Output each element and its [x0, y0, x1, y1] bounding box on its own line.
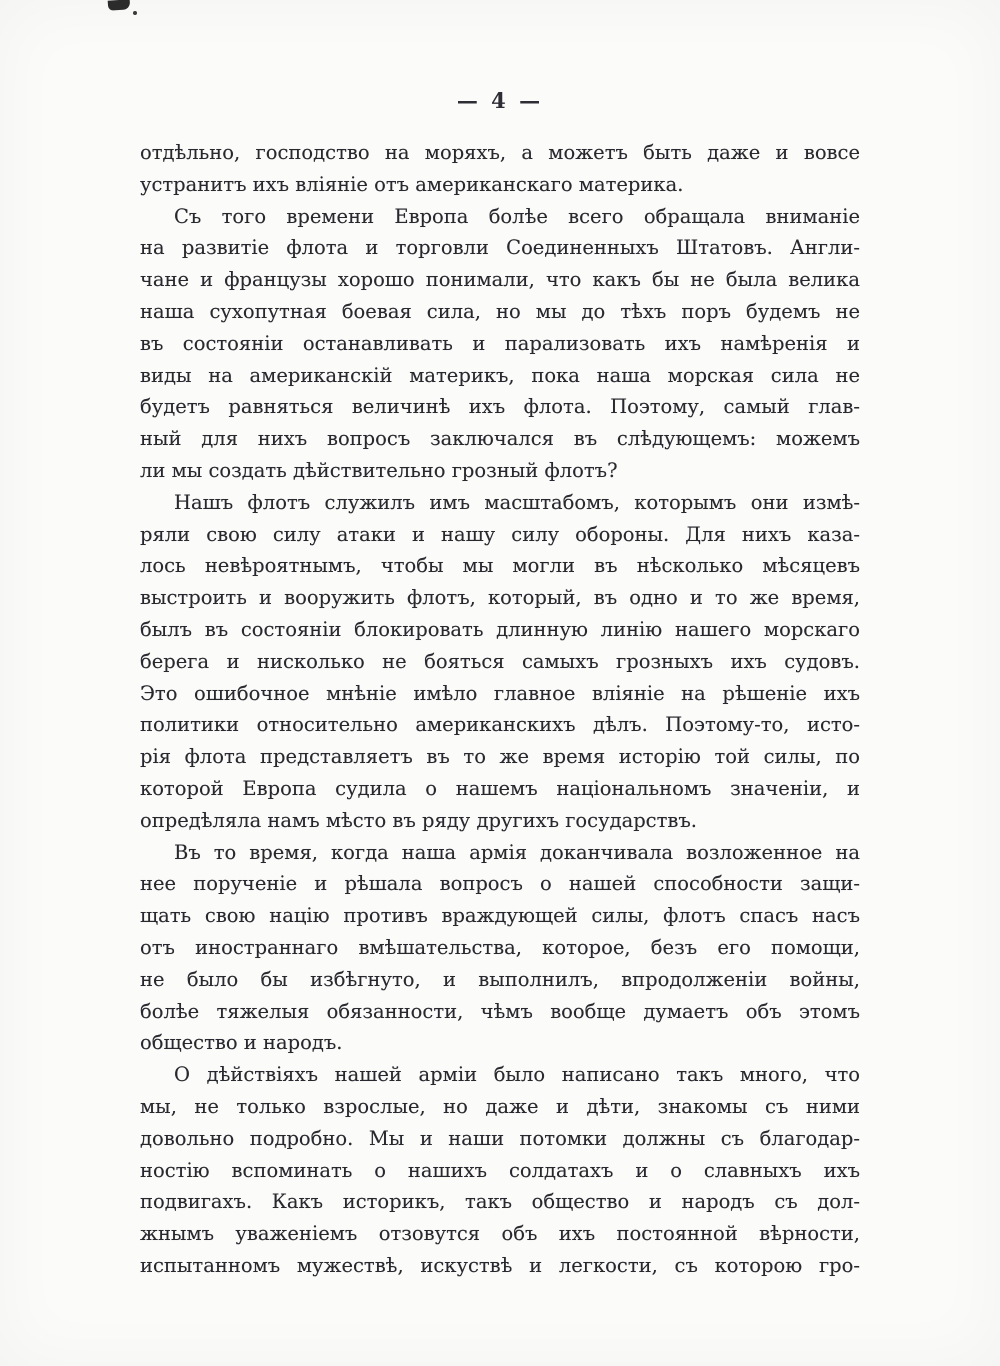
paragraph [140, 201, 860, 487]
text-line: которой Европа судила о нашемъ національномъ значеніи, и [140, 776, 860, 800]
paragraph [140, 1059, 860, 1282]
page-number: — 4 — [456, 88, 544, 113]
text-line: мы, не только взрослые, но даже и дѣти, знакомы съ ними [140, 1094, 860, 1118]
text-line: на развитіе флота и торговли Соединенныхъ Штатовъ. Англи- [140, 236, 860, 260]
paragraph [140, 837, 860, 1060]
text-line: ностію вспоминать о нашихъ солдатахъ и о славныхъ ихъ [140, 1158, 860, 1182]
text-line: ный для нихъ вопросъ заключался въ слѣдующемъ: можемъ [140, 427, 860, 451]
text-line: политики относительно американскихъ дѣлъ. Поэтому-то, исто- [140, 713, 860, 737]
text-line: общество и народъ. [140, 1031, 343, 1055]
text-line: наша сухопутная боевая сила, но мы до тѣхъ поръ будемъ не [140, 299, 860, 323]
text-line: Въ то время, когда наша армія доканчивала возложенное на [174, 840, 860, 864]
text-line: ряли свою силу атаки и нашу силу обороны. Для нихъ каза- [140, 522, 860, 546]
text-line: устранитъ ихъ вліяніе отъ американскаго материка. [140, 172, 684, 196]
text-line: отдѣльно, господство на моряхъ, а можетъ быть даже и вовсе [140, 141, 860, 164]
text-line: подвигахъ. Какъ историкъ, такъ общество и народъ съ дол- [140, 1190, 860, 1214]
text-line: ли мы создать дѣйствительно грозный флотъ? [140, 458, 618, 482]
text-line: лось невѣроятнымъ, чтобы мы могли въ нѣсколько мѣсяцевъ [140, 554, 860, 578]
text-line: не было бы избѣгнуто, и выполнилъ, впродолженіи войны, [140, 967, 860, 991]
text-line: О дѣйствіяхъ нашей арміи было написано такъ много, что [174, 1063, 860, 1087]
text-line: виды на американскій материкъ, пока наша морская сила не [140, 363, 860, 387]
text-line: болѣе тяжелыя обязанности, чѣмъ вообще думаетъ объ этомъ [140, 999, 860, 1023]
text-line: былъ въ состояніи блокировать длинную линію нашего морскаго [140, 617, 860, 641]
text-line: берега и нисколько не бояться самыхъ грозныхъ ихъ судовъ. [140, 649, 860, 673]
text-line: опредѣляла намъ мѣсто въ ряду другихъ государствъ. [140, 808, 697, 832]
text-line: Это ошибочное мнѣніе имѣло главное вліяніе на рѣшеніе ихъ [140, 681, 860, 705]
text-line: щать свою націю противъ враждующей силы, флотъ спасъ насъ [140, 904, 860, 928]
text-line: довольно подробно. Мы и наши потомки должны съ благодар- [140, 1126, 860, 1150]
text-line: чане и французы хорошо понимали, что какъ бы не была велика [140, 268, 860, 292]
text-line: Нашъ флотъ служилъ имъ масштабомъ, которымъ они измѣ- [174, 490, 860, 514]
text-line: выстроить и вооружить флотъ, который, въ одно и то же время, [140, 586, 860, 610]
text-line: отъ иностраннаго вмѣшательства, которое, безъ его помощи, [140, 935, 860, 959]
text-line: нее порученіе и рѣшала вопросъ о нашей способности защи- [140, 872, 860, 896]
text-line: жнымъ уваженіемъ отзовутся объ ихъ постоянной вѣрности, [140, 1222, 860, 1246]
scan-artifact [133, 11, 137, 15]
page-text [140, 137, 860, 1282]
text-line: будетъ равняться величинѣ ихъ флота. Поэтому, самый глав- [140, 395, 860, 419]
text-line: рія флота представляетъ въ то же время исторію той силы, по [140, 745, 860, 769]
paragraph [140, 137, 860, 201]
text-line: Съ того времени Европа болѣе всего обращала вниманіе [174, 204, 860, 228]
paragraph [140, 487, 860, 837]
text-line: въ состояніи останавливать и парализовать ихъ намѣренія и [140, 331, 860, 355]
text-line: испытанномъ мужествѣ, искуствѣ и легкости, съ которою гро- [140, 1253, 860, 1277]
